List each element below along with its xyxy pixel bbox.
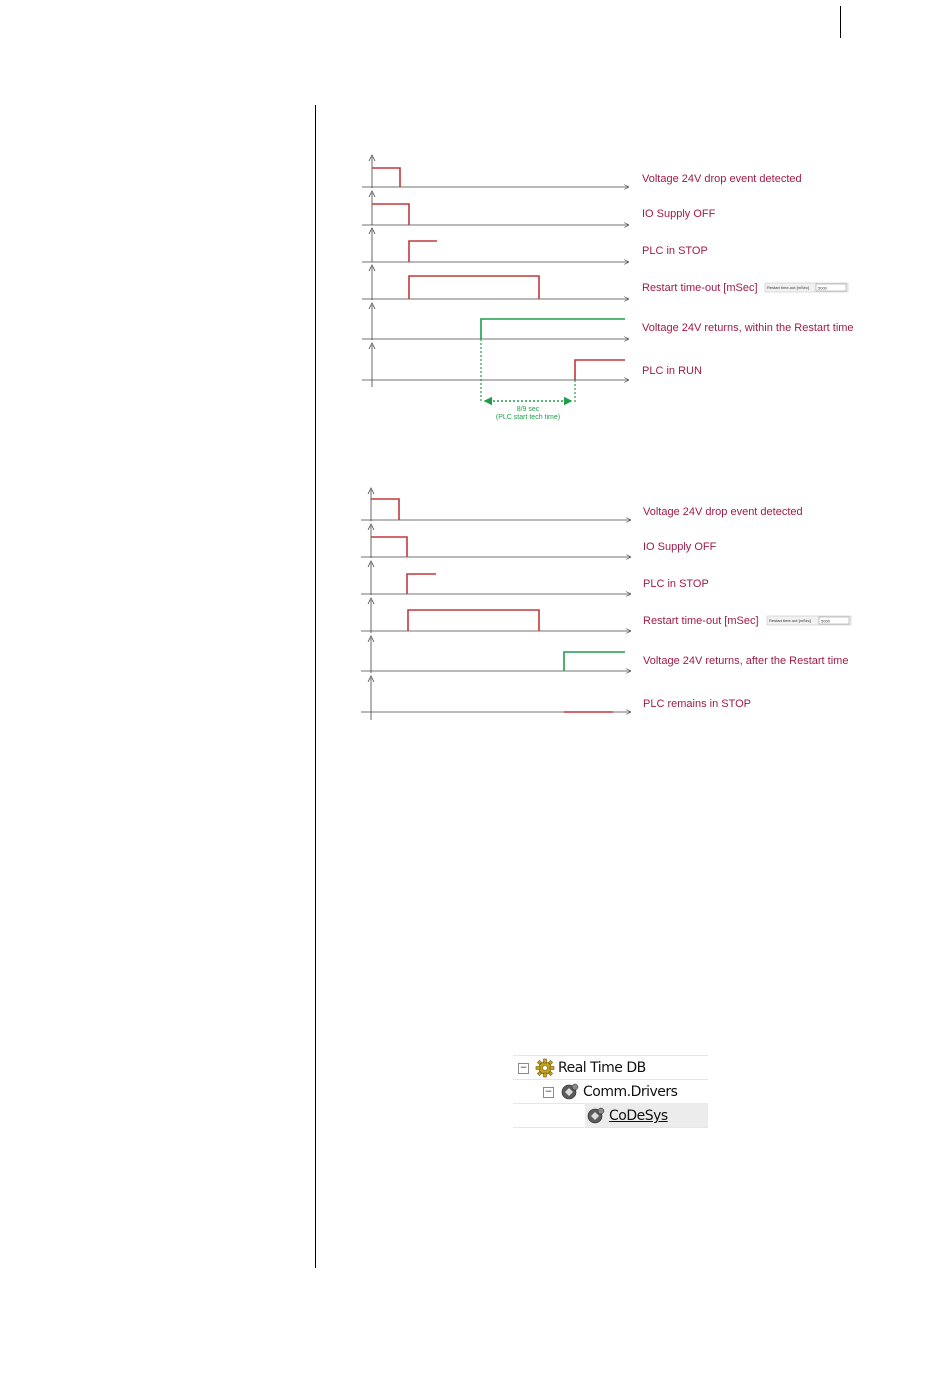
tree-item-comm-drivers[interactable] — [543, 1081, 677, 1103]
collapse-icon[interactable]: − — [519, 1062, 528, 1073]
trace-voltage-returns — [481, 319, 625, 339]
field-label: Restart time-out [mSec] — [769, 618, 812, 623]
gear-icon — [535, 1058, 555, 1078]
tree-item-real-time-db[interactable] — [518, 1057, 646, 1079]
tree-item-codesys[interactable] — [586, 1105, 668, 1127]
signal-label: Voltage 24V drop event detected — [642, 173, 802, 185]
trace-voltage-drop — [371, 499, 399, 520]
header-rule — [840, 6, 841, 38]
field-value: 5000 — [821, 618, 830, 624]
tree-item-label: Comm.Drivers — [583, 1084, 678, 1100]
drivers-icon — [560, 1082, 580, 1102]
axes-group — [361, 488, 631, 720]
margin-rule — [315, 105, 316, 1268]
trace-restart-timeout — [408, 610, 539, 631]
signal-label: Restart time-out [mSec] — [643, 615, 759, 627]
axes-group — [362, 155, 629, 387]
field-value: 5000 — [818, 285, 827, 291]
signal-label: PLC in STOP — [643, 578, 709, 590]
restart-timeout-field — [765, 283, 848, 292]
tree-item-label: CoDeSys — [609, 1108, 668, 1124]
signal-label: Restart time-out [mSec] — [642, 282, 758, 294]
trace-plc-stop — [407, 574, 436, 594]
annotation-line1: 8/9 sec — [516, 406, 540, 413]
collapse-icon[interactable]: − — [544, 1086, 553, 1097]
signal-label: Voltage 24V returns, after the Restart time — [643, 655, 849, 667]
trace-plc-run — [575, 360, 625, 380]
signal-label: IO Supply OFF — [643, 541, 717, 553]
signal-label: IO Supply OFF — [642, 208, 716, 220]
trace-plc-stop — [409, 241, 437, 262]
trace-voltage-drop — [372, 168, 400, 187]
driver-icon — [586, 1106, 606, 1126]
signal-label: Voltage 24V drop event detected — [643, 506, 803, 518]
signal-label: Voltage 24V returns, within the Restart time — [642, 322, 854, 334]
trace-voltage-returns — [564, 652, 625, 671]
signal-traces — [372, 168, 625, 402]
trace-restart-timeout — [409, 276, 539, 299]
signal-label: PLC remains in STOP — [643, 698, 752, 710]
trace-io-supply — [372, 204, 409, 225]
timing-diagram-2 — [355, 483, 875, 728]
tree-item-label: Real Time DB — [558, 1060, 646, 1076]
timing-diagram-1 — [355, 150, 875, 430]
signal-label: PLC in RUN — [642, 365, 702, 377]
project-tree — [513, 1055, 708, 1128]
signal-label: PLC in STOP — [642, 245, 708, 257]
field-label: Restart time-out [mSec] — [767, 285, 810, 290]
trace-io-supply — [371, 537, 407, 557]
annotation-line2: (PLC start tech time) — [495, 414, 561, 421]
signal-traces — [371, 499, 625, 712]
restart-timeout-field — [767, 616, 851, 625]
